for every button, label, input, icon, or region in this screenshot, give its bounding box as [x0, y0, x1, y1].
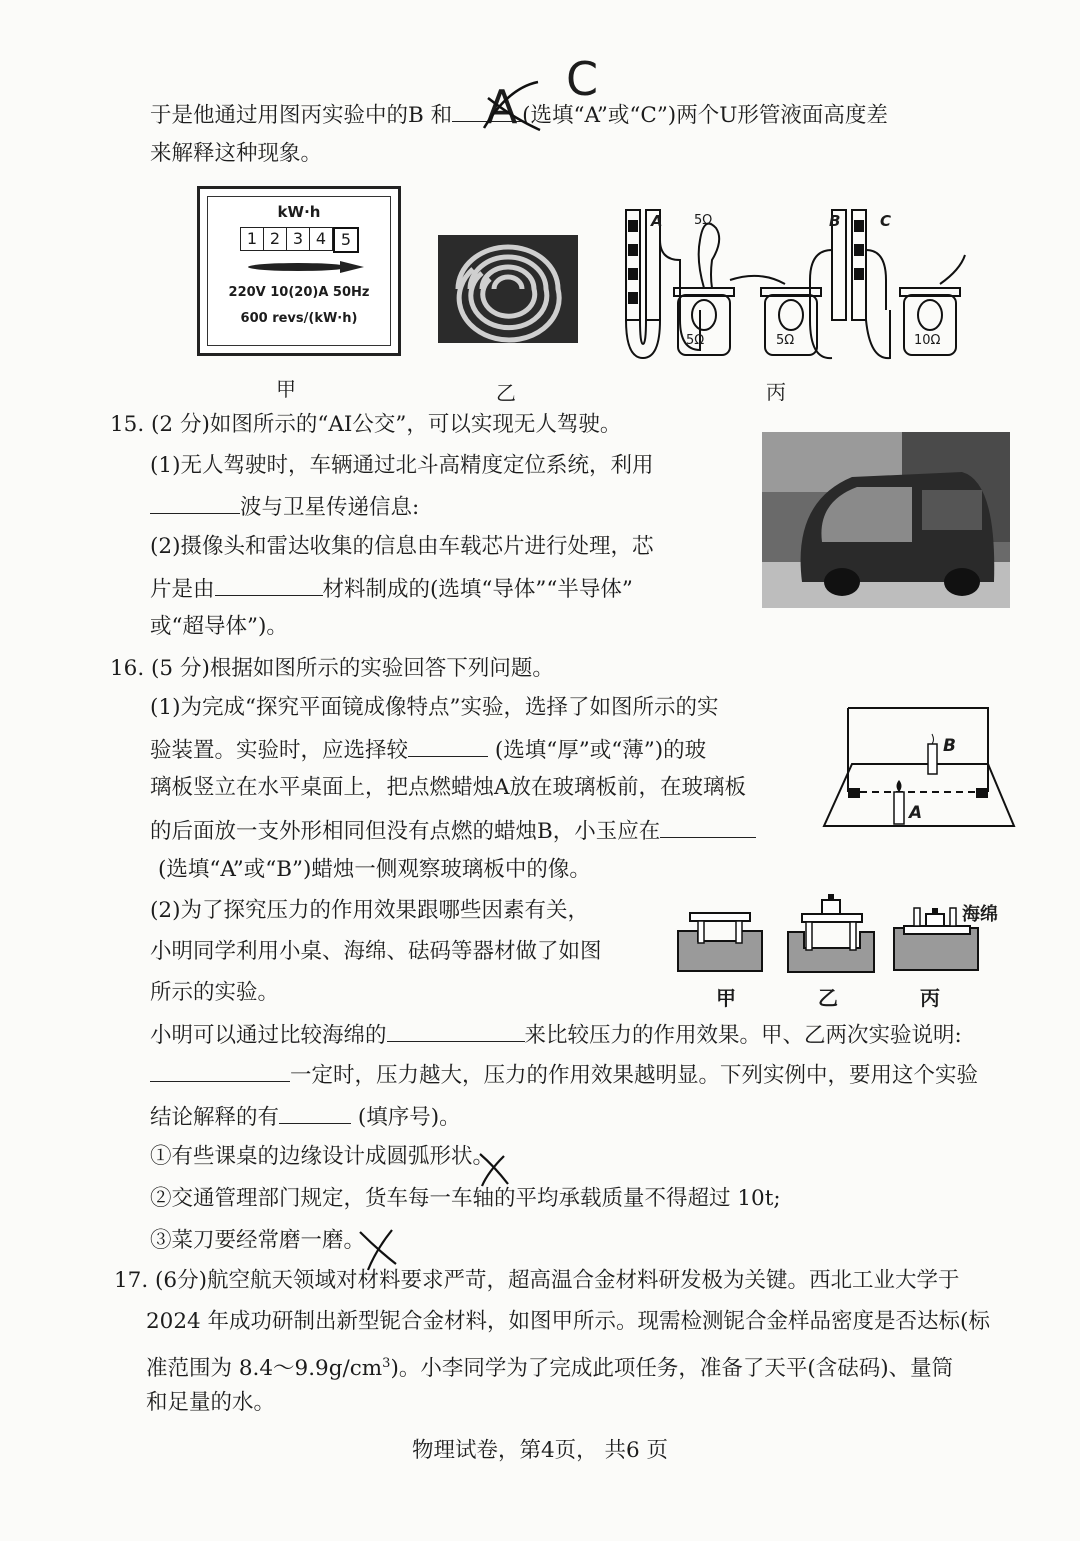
answer-blank-condition[interactable] [150, 1059, 290, 1082]
heating-coil-photo [438, 235, 578, 343]
q16-part2-line4: 小明可以通过比较海绵的 来比较压力的作用效果。甲、乙两次实验说明: [150, 1019, 962, 1051]
q16-option-3: ③菜刀要经常磨一磨。 [150, 1228, 366, 1253]
q16-part2-line1: (2)为了探究压力的作用效果跟哪些因素有关， [150, 898, 589, 923]
q16-part1-line4: 的后面放一支外形相同但没有点燃的蜡烛B，小玉应在 [150, 815, 756, 847]
candle-b-label: B [943, 736, 956, 756]
candle-a-label: A [909, 803, 923, 823]
q16-part2-line2: 小明同学利用小桌、海绵、砝码等器材做了如图 [150, 939, 602, 964]
q16-option-1: ①有些课桌的边缘设计成圆弧形状。 [150, 1144, 495, 1169]
intro-line-2: 来解释这种现象。 [150, 141, 323, 166]
q16-part2-line3: 所示的实验。 [150, 980, 280, 1005]
meter-digit: 4 [310, 227, 333, 251]
q17-line-3: 准范围为 $8.4\sim 9.9g/cm^3$)。小李同学为了完成此项任务，准备了天平(含砝码)、量筒 [146, 1356, 954, 1382]
meter-digit: 2 [264, 227, 287, 251]
handwritten-answer: C [566, 52, 599, 106]
meter-unit: kW·h [277, 203, 321, 221]
rotation-arrow-icon [240, 257, 370, 277]
page-footer: 物理试卷，第4页， 共6 页 [411, 1438, 669, 1463]
sponge-caption-bing: 丙 [920, 986, 940, 1010]
label-b: B [829, 212, 841, 230]
q15-part1-line1: (1)无人驾驶时，车辆通过北斗高精度定位系统，利用 [150, 453, 654, 478]
answer-blank-ac[interactable] [452, 99, 522, 122]
sponge-label: 海绵 [962, 904, 998, 925]
caption-yi: 乙 [496, 381, 516, 405]
q16-part1-line1: (1)为完成“探究平面镜成像特点”实验，选择了如图所示的实 [150, 695, 719, 720]
q16-part2-line5: 一定时，压力越大，压力的作用效果越明显。下列实例中，要用这个实验 [150, 1059, 978, 1091]
q16-stem: 16. (5 分)根据如图所示的实验回答下列问题。 [110, 656, 554, 681]
q16-part2-line6: 结论解释的有 (填序号)。 [150, 1101, 461, 1133]
meter-spec: 220V 10(20)A 50Hz [228, 285, 370, 300]
intro-line-1: 于是他通过用图丙实验中的B 和 (选填“A”或“C”)两个U形管液面高度差 [150, 99, 888, 131]
answer-blank-material[interactable] [215, 573, 323, 596]
q17-line-1: 17. (6分)航空航天领域对材料要求严苛，超高温合金材料研发极为关键。西北工业大学于 [114, 1268, 960, 1293]
meter-digit: 1 [240, 227, 264, 251]
sponge-caption-yi: 乙 [818, 986, 838, 1010]
caption-bing: 丙 [766, 380, 786, 404]
caption-jia: 甲 [276, 377, 296, 401]
meter-revs: 600 revs/(kW·h) [240, 311, 358, 326]
sponge-fig-yi [784, 890, 878, 974]
q15-part2-line1: (2)摄像头和雷达收集的信息由车载芯片进行处理，芯 [150, 534, 654, 559]
meter-digits [240, 227, 359, 253]
answer-blank-examples[interactable] [279, 1101, 351, 1124]
q16-part1-line2: 验装置。实验时，应选择较 (选填“厚”或“薄”)的玻 [150, 734, 706, 766]
label-a: A [651, 212, 663, 230]
resistor-label: 5Ω [776, 333, 795, 348]
meter-digit: 5 [333, 227, 359, 253]
energy-meter [197, 186, 401, 356]
resistor-label: 5Ω [686, 333, 705, 348]
q15-part2-line2: 片是由 材料制成的(选填“导体”“半导体” [150, 573, 633, 605]
sponge-fig-jia [674, 895, 766, 973]
q15-stem: 15. (2 分)如图所示的“AI公交”，可以实现无人驾驶。 [110, 412, 622, 437]
q16-option-2: ②交通管理部门规定，货车每一车轴的平均承载质量不得超过 10t; [150, 1186, 781, 1211]
sponge-caption-jia: 甲 [716, 986, 736, 1010]
answer-blank-thickness[interactable] [408, 734, 488, 757]
label-c: C [880, 212, 892, 230]
resistor-label: 10Ω [914, 333, 941, 348]
answer-blank-wave[interactable] [150, 491, 240, 514]
q16-part1-line3: 璃板竖立在水平桌面上，把点燃蜡烛A放在玻璃板前，在玻璃板 [150, 775, 747, 800]
answer-blank-candle-side[interactable] [660, 815, 756, 838]
meter-digit: 3 [287, 227, 310, 251]
resistor-label: 5Ω [694, 213, 713, 228]
answer-blank-dent[interactable] [387, 1019, 525, 1042]
q16-part1-line5: (选填“A”或“B”)蜡烛一侧观察玻璃板中的像。 [158, 857, 591, 882]
ai-bus-photo [762, 432, 1010, 608]
q15-part1-line2: 波与卫星传递信息: [150, 491, 419, 523]
q17-line-4: 和足量的水。 [146, 1390, 276, 1415]
q15-part2-line3: 或“超导体”)。 [150, 614, 288, 639]
q17-line-2: 2024 年成功研制出新型铌合金材料，如图甲所示。现需检测铌合金样品密度是否达标(标 [146, 1309, 990, 1334]
crossed-answer: A [486, 80, 518, 134]
